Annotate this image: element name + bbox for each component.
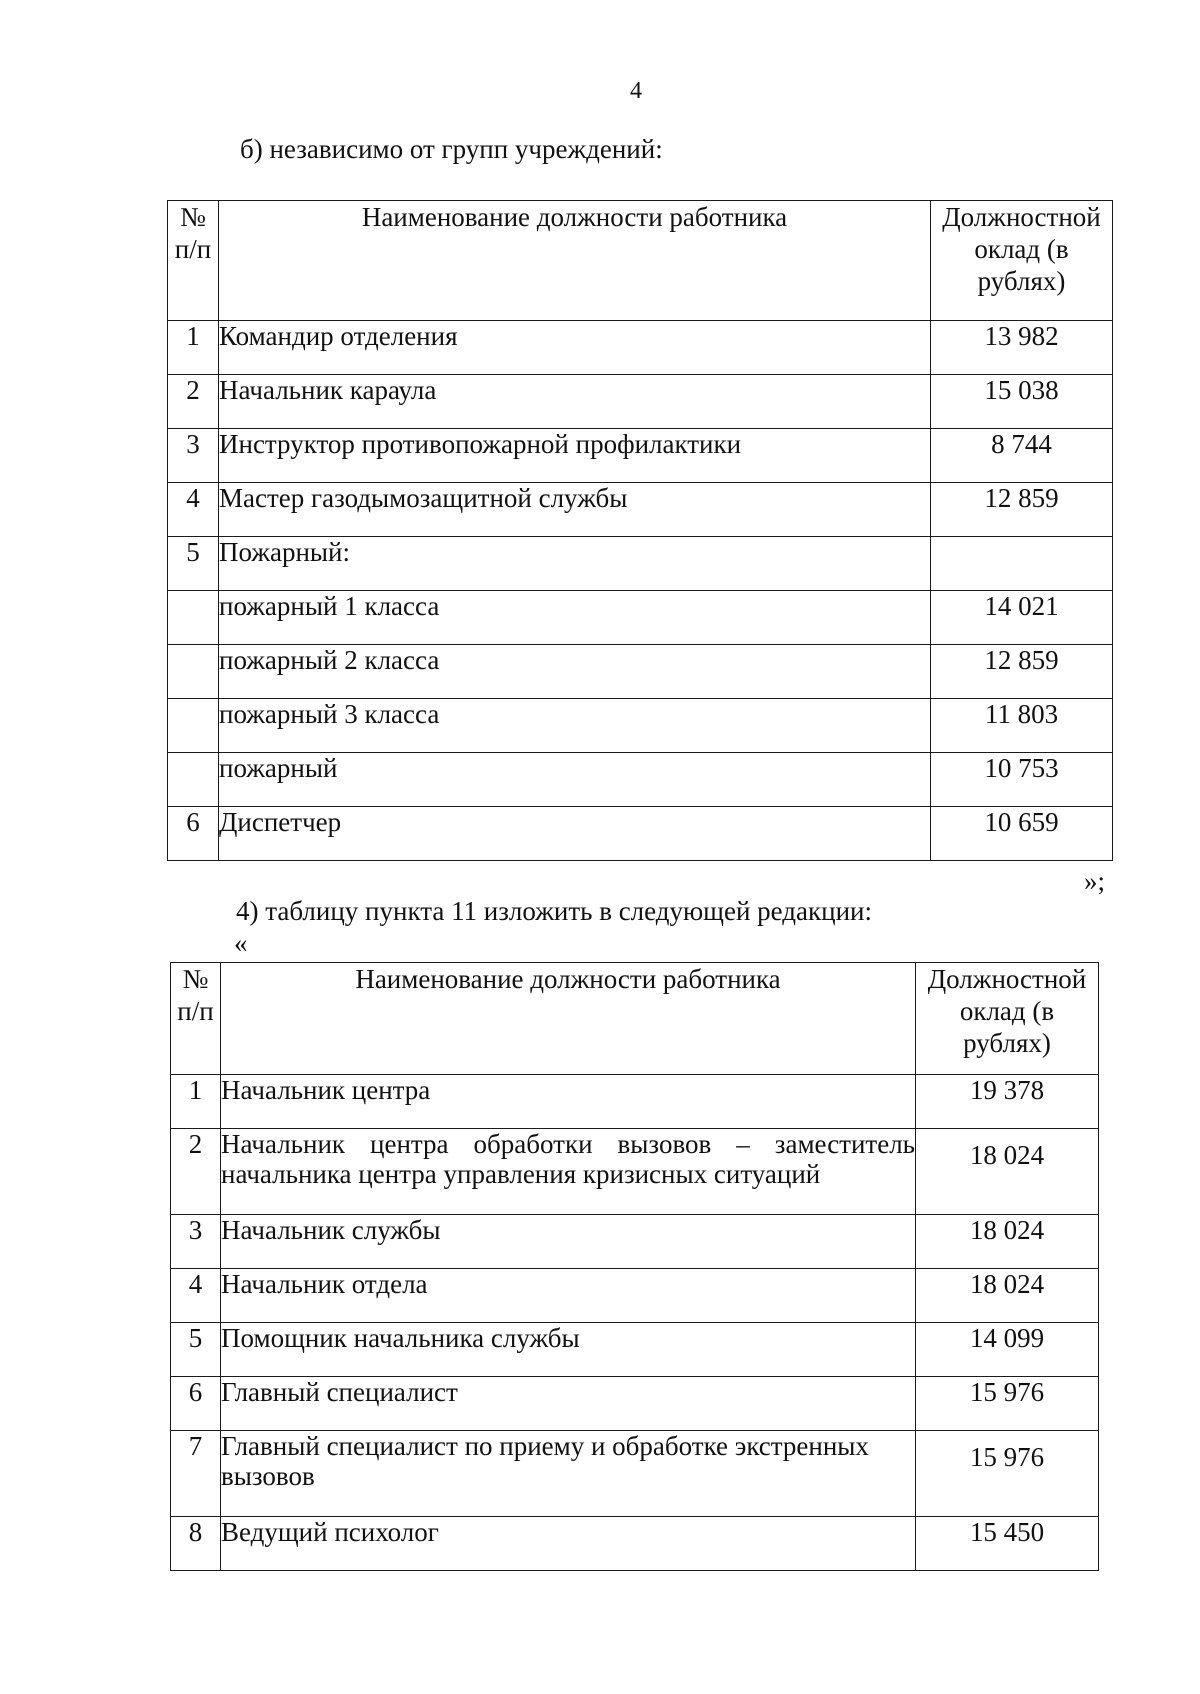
row-title: Ведущий психолог: [221, 1517, 916, 1571]
table-row: [171, 1517, 1099, 1571]
row-title: Диспетчер: [219, 807, 931, 861]
table-row: [168, 591, 1113, 645]
amendment-text: 4) таблицу пункта 11 изложить в следующей редакции:: [236, 896, 872, 926]
table-header-row: [171, 963, 1099, 1075]
table-row: [168, 375, 1113, 429]
row-title: Инструктор противопожарной профилактики: [219, 429, 931, 483]
row-num: [168, 753, 219, 807]
row-salary: 19 378: [916, 1075, 1099, 1129]
row-salary: 12 859: [931, 483, 1113, 537]
table-row: [168, 537, 1113, 591]
table-row: [168, 321, 1113, 375]
row-salary: 18 024: [916, 1269, 1099, 1323]
row-num: 4: [171, 1269, 221, 1323]
row-num: 5: [171, 1323, 221, 1377]
table-row: [168, 429, 1113, 483]
row-num: 8: [171, 1517, 221, 1571]
table-row: [168, 753, 1113, 807]
row-salary: 8 744: [931, 429, 1113, 483]
table-row: [171, 1129, 1099, 1215]
opening-quote: «: [234, 928, 248, 958]
row-salary: 11 803: [931, 699, 1113, 753]
salary-table-point-11: [170, 962, 1099, 1571]
row-num: 3: [168, 429, 219, 483]
salary-table-independent: [167, 200, 1113, 861]
row-num: 2: [171, 1129, 221, 1215]
row-num: 1: [168, 321, 219, 375]
row-salary: 18 024: [916, 1215, 1099, 1269]
row-title: Помощник начальника службы: [221, 1323, 916, 1377]
row-title: пожарный 3 класса: [219, 699, 931, 753]
table-header-row: [168, 201, 1113, 321]
table-row: [171, 1431, 1099, 1517]
table-row: [171, 1269, 1099, 1323]
row-title: Пожарный:: [219, 537, 931, 591]
row-title: пожарный: [219, 753, 931, 807]
intro-text: б) независимо от групп учреждений:: [240, 134, 663, 164]
row-title: Начальник отдела: [221, 1269, 916, 1323]
row-num: 1: [171, 1075, 221, 1129]
table-row: [171, 1215, 1099, 1269]
row-title: Мастер газодымозащитной службы: [219, 483, 931, 537]
header-num: № п/п: [171, 963, 221, 1075]
row-num: 2: [168, 375, 219, 429]
row-salary: 10 659: [931, 807, 1113, 861]
closing-quote: »;: [1084, 866, 1106, 896]
header-title: Наименование должности работника: [221, 963, 916, 1075]
row-title: Начальник караула: [219, 375, 931, 429]
row-title: Начальник центра: [221, 1075, 916, 1129]
row-num: 5: [168, 537, 219, 591]
row-salary: 14 021: [931, 591, 1113, 645]
row-num: [168, 591, 219, 645]
row-title: Командир отделения: [219, 321, 931, 375]
header-title: Наименование должности работника: [219, 201, 931, 321]
table-row: [168, 807, 1113, 861]
row-num: 7: [171, 1431, 221, 1517]
row-num: [168, 645, 219, 699]
table-row: [168, 483, 1113, 537]
row-title: пожарный 2 класса: [219, 645, 931, 699]
row-salary: 12 859: [931, 645, 1113, 699]
table-row: [171, 1323, 1099, 1377]
page-number: 4: [630, 78, 642, 104]
table-row: [168, 645, 1113, 699]
row-title: Начальник центра обработки вызовов – заместитель начальника центра управления кризисных ситуаций: [221, 1129, 916, 1215]
row-title: Главный специалист по приему и обработке экстренных вызовов: [221, 1431, 916, 1517]
row-title: пожарный 1 класса: [219, 591, 931, 645]
row-salary: 15 976: [916, 1377, 1099, 1431]
row-num: 3: [171, 1215, 221, 1269]
row-title: Главный специалист: [221, 1377, 916, 1431]
header-num: № п/п: [168, 201, 219, 321]
row-num: [168, 699, 219, 753]
header-salary: Должностной оклад (в рублях): [916, 963, 1099, 1075]
table-row: [168, 699, 1113, 753]
row-salary: 14 099: [916, 1323, 1099, 1377]
row-salary: [931, 537, 1113, 591]
row-num: 6: [168, 807, 219, 861]
row-salary: 18 024: [916, 1129, 1099, 1215]
row-salary: 15 038: [931, 375, 1113, 429]
row-num: 4: [168, 483, 219, 537]
row-salary: 13 982: [931, 321, 1113, 375]
row-num: 6: [171, 1377, 221, 1431]
header-salary: Должностной оклад (в рублях): [931, 201, 1113, 321]
row-salary: 15 450: [916, 1517, 1099, 1571]
table-row: [171, 1377, 1099, 1431]
row-salary: 10 753: [931, 753, 1113, 807]
table-row: [171, 1075, 1099, 1129]
row-salary: 15 976: [916, 1431, 1099, 1517]
row-title: Начальник службы: [221, 1215, 916, 1269]
